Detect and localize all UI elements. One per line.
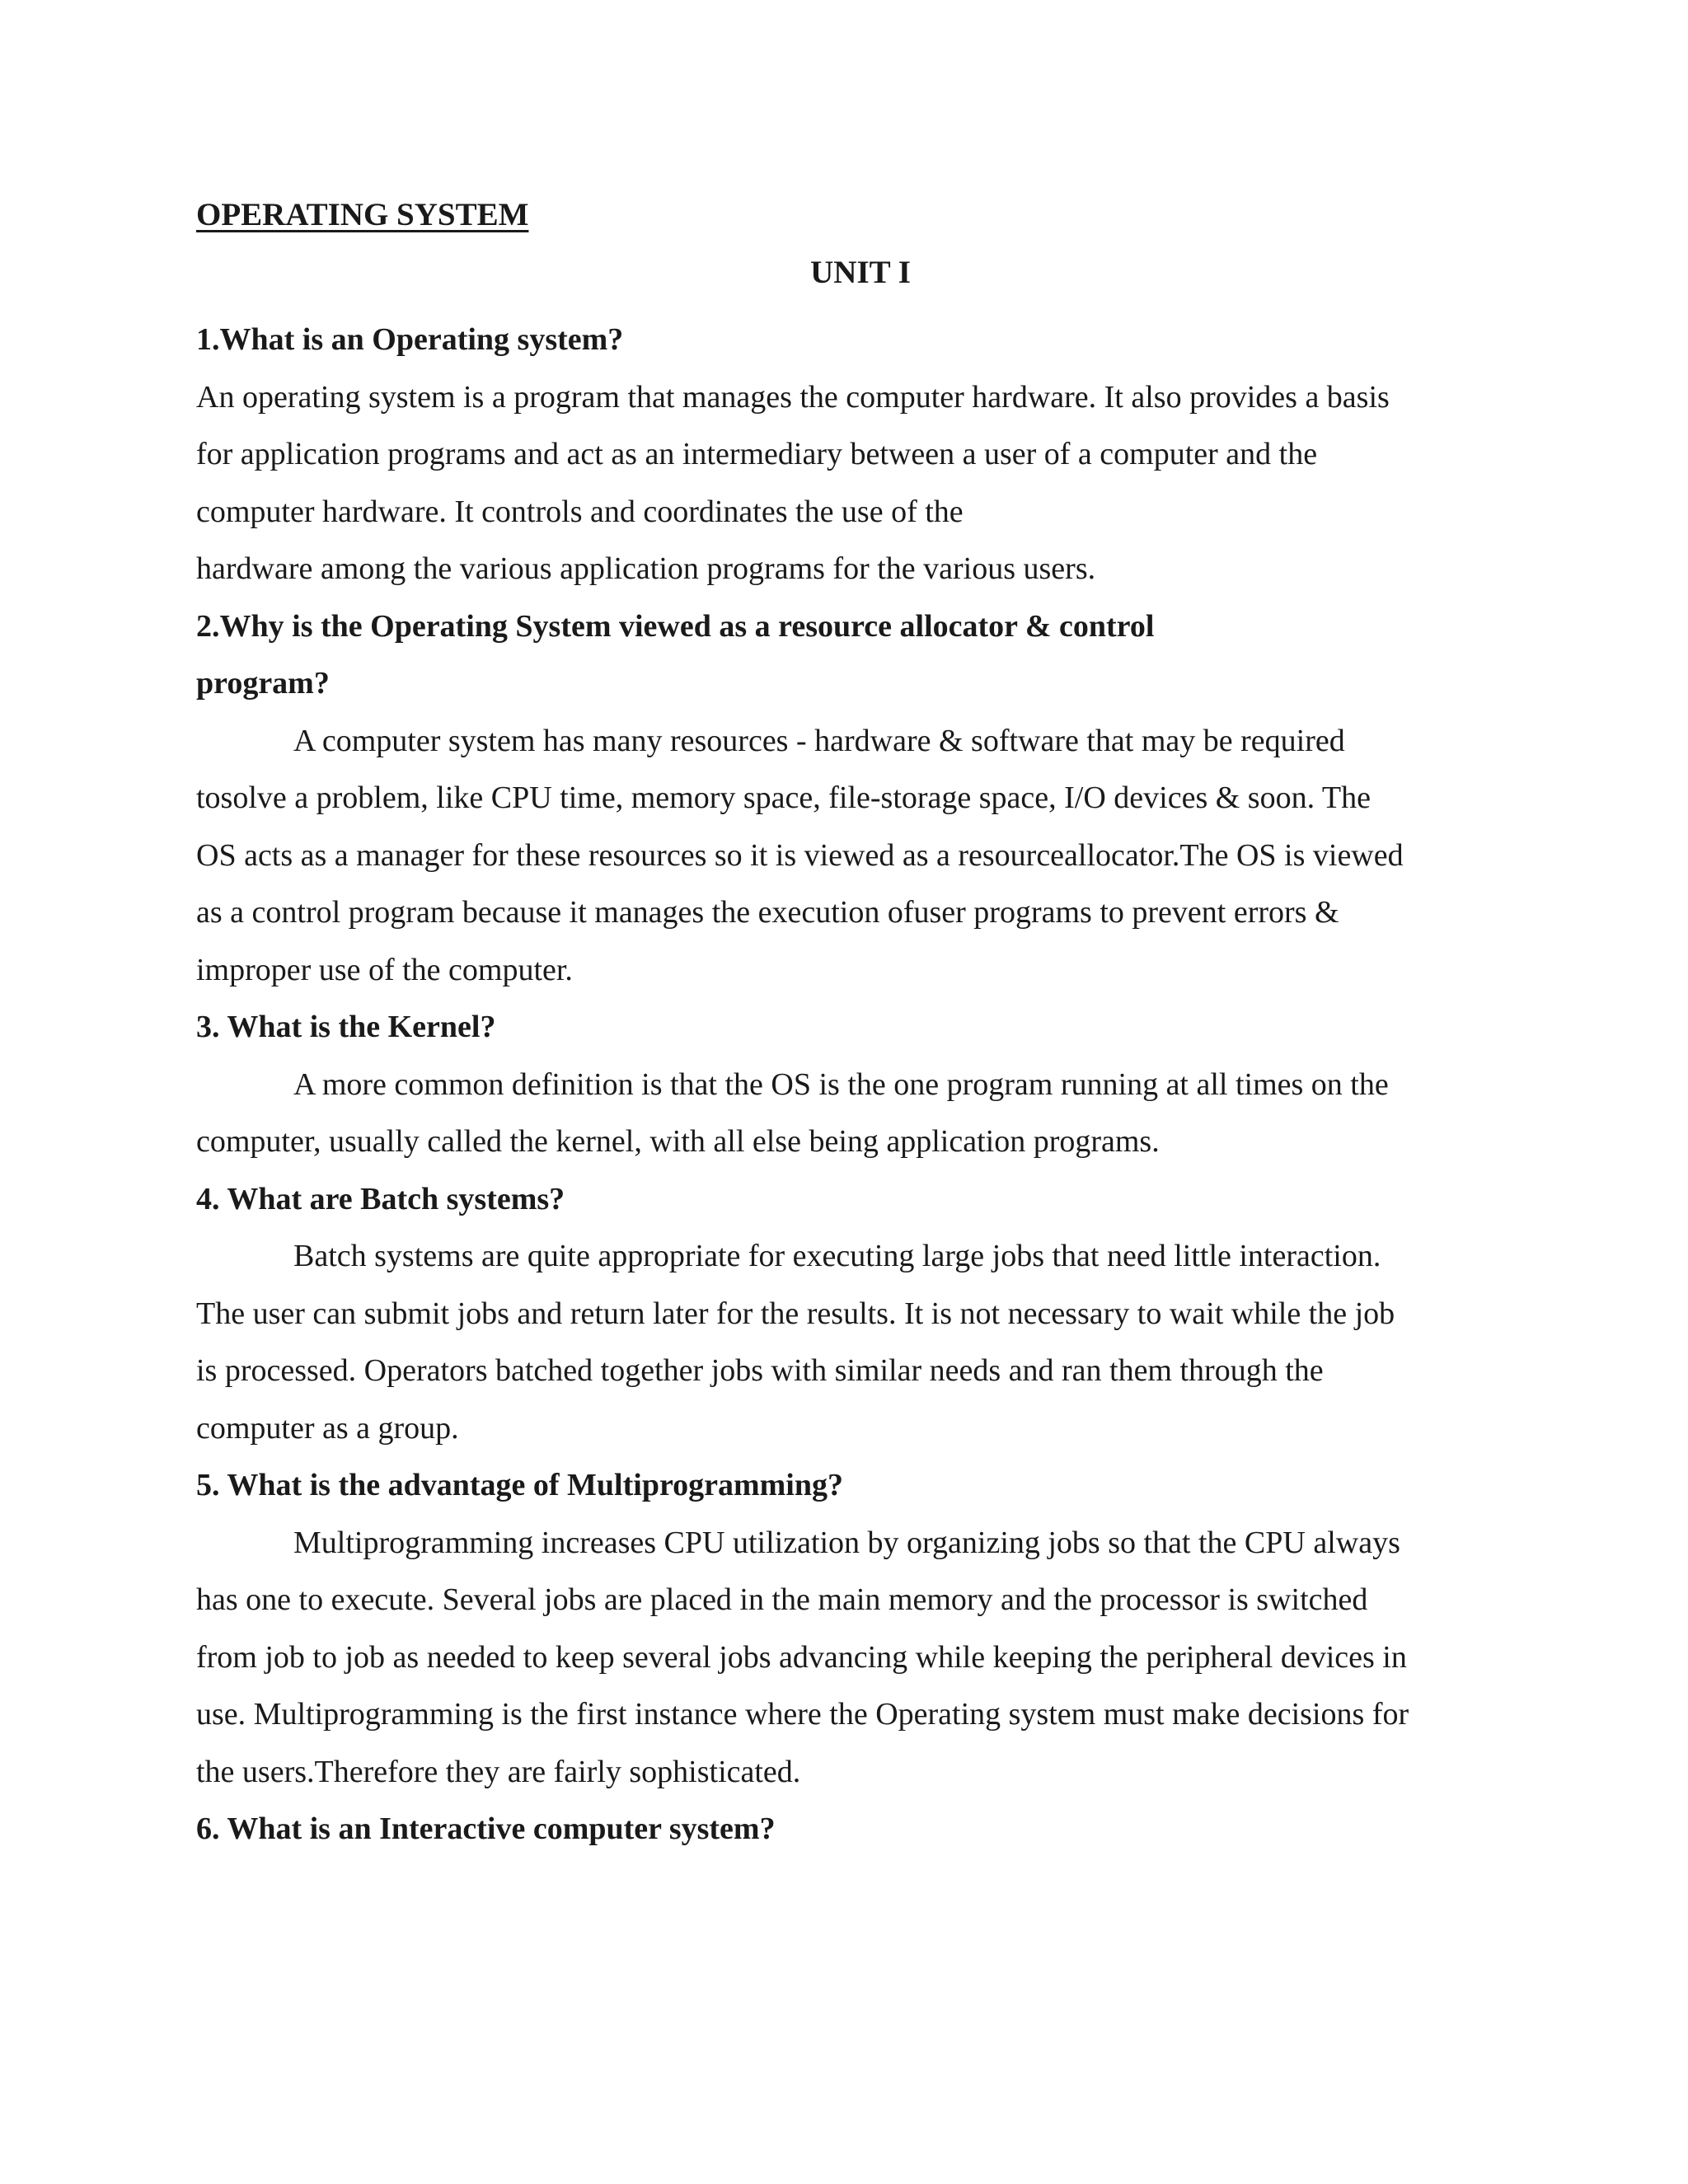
answer-4-line-3: is processed. Operators batched together jobs with similar needs and ran them through the xyxy=(196,1353,1324,1388)
unit-heading-text: UNIT I xyxy=(810,255,911,290)
answer-1-line-1: An operating system is a program that manages the computer hardware. It also provides a basis xyxy=(196,379,1390,415)
document-body xyxy=(196,312,1482,1858)
answer-2-line-3: OS acts as a manager for these resources so it is viewed as a resourceallocator.The OS is viewed xyxy=(196,837,1404,873)
unit-heading xyxy=(0,254,1688,291)
answer-2-line-1: A computer system has many resources - hardware & software that may be required xyxy=(293,723,1345,758)
answer-5-line-2: has one to execute. Several jobs are placed in the main memory and the processor is switched xyxy=(196,1582,1368,1617)
answer-1-line-2: for application programs and act as an intermediary between a user of a computer and the xyxy=(196,437,1318,471)
answer-5-line-1: Multiprogramming increases CPU utilization by organizing jobs so that the CPU always xyxy=(293,1525,1400,1560)
answer-2-line-5: improper use of the computer. xyxy=(196,952,573,987)
question-2-line-1: 2.Why is the Operating System viewed as a resource allocator & control xyxy=(196,608,1155,644)
question-5: 5. What is the advantage of Multiprogramming? xyxy=(196,1468,843,1502)
answer-5-line-3: from job to job as needed to keep several jobs advancing while keeping the peripheral devices in xyxy=(196,1639,1407,1675)
question-3: 3. What is the Kernel? xyxy=(196,1010,496,1044)
answer-5-line-4: use. Multiprogramming is the first instance where the Operating system must make decisions for xyxy=(196,1697,1409,1732)
answer-1-line-4: hardware among the various application programs for the various users. xyxy=(196,551,1096,586)
answer-4-line-1: Batch systems are quite appropriate for executing large jobs that need little interaction. xyxy=(293,1239,1381,1273)
answer-1-line-3: computer hardware. It controls and coordinates the use of the xyxy=(196,494,964,529)
question-1: 1.What is an Operating system? xyxy=(196,322,624,357)
question-6: 6. What is an Interactive computer system? xyxy=(196,1811,776,1846)
document-title: OPERATING SYSTEM xyxy=(196,197,529,232)
answer-4-line-2: The user can submit jobs and return later for the results. It is not necessary to wait while the job xyxy=(196,1296,1395,1331)
answer-3-line-2: computer, usually called the kernel, with all else being application programs. xyxy=(196,1124,1160,1159)
answer-2-line-2: tosolve a problem, like CPU time, memory space, file-storage space, I/O devices & soon. The xyxy=(196,780,1371,815)
answer-4-line-4: computer as a group. xyxy=(196,1410,459,1446)
question-2-line-2: program? xyxy=(196,666,330,701)
answer-5-line-5: the users.Therefore they are fairly sophisticated. xyxy=(196,1754,801,1789)
answer-3-line-1: A more common definition is that the OS is the one program running at all times on the xyxy=(293,1066,1389,1102)
question-4: 4. What are Batch systems? xyxy=(196,1181,565,1216)
answer-2-line-4: as a control program because it manages the execution ofuser programs to prevent errors & xyxy=(196,895,1339,930)
